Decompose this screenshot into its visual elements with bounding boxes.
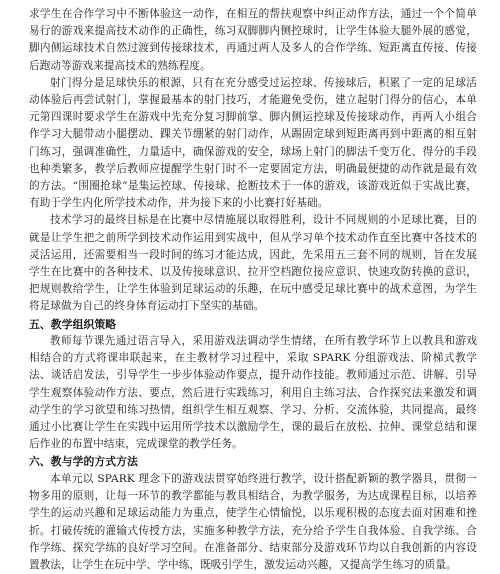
paragraph-teaching-methods: 本单元以 SPARK 理念下的游戏法贯穿始终进行教学，设计搭配新颖的教学器具，贯彻一物多用的原则，让每一环节的教学都能与教具相结合，为教学服务，为达成课程目标，以培养学生的运动兴趣和足球运动能力为重点，使学生心情愉悦，以乐观积极的态度去面对困难和挫折。打破传统的灌输式传授方法，实施多种教学方法，充分给予学生自我体验、自我学练、合作学练、探究学练的良好学习空间。在准备部分、结束部分及游戏环节均以自我创新的内容设置教法，让学生在玩中学、学中练，既吸引学生，激发运动兴趣，又提高学生练习的质量。 <box>29 472 477 571</box>
paragraph-match-application: 技术学习的最终目标是在比赛中尽情施展以取得胜利，设计不同规则的小足球比赛，目的就是让学生把之前所学到技术动作运用到实战中，但从学习单个技术动作直至比赛中各技术的灵活运用，还需要相当一段时间的练习才能达成，因此，先采用五三套不同的规则，旨在发展学生在比赛中的各种技术、以及传接球意识、拉开空档跑位接应意识、快速攻防转换的意识，把规则教给学生，让学生体验到足球运动的乐趣，在玩中感受足球比赛中的战术意图，为学生将足球做为自己的终身体育运动打下坚实的基础。 <box>29 214 477 313</box>
paragraph-teaching-organization: 教师每节课先通过语言导入，采用游戏法调动学生情绪，在所有教学环节上以教具和游戏相结合的方式将课串联起来，在主教材学习过程中，采取 SPARK 分组游戏法、阶梯式教学法、谈话启发法，引导学生一步步体验动作要点，提升动作技能。教师通过示范、讲解、引导学生观察体验动作方法、要点，然后进行实践练习，利用自主练习法、合作探究法来激发和调动学生的学习欲望和练习热情，组织学生相互观察、学习、分析、交流体验，共同提高，最终通过小比赛让学生在实践中运用所学技术以激励学生，课的最后在放松、拉伸、课堂总结和课后作业的布置中结束，完成课堂的教学任务。 <box>29 335 477 451</box>
paragraph-shooting-skills: 射门得分是足球快乐的根源，只有在充分感受过运控球、传接球后，积累了一定的足球活动体验后再尝试射门，掌握最基本的射门技巧，才能避免受伤，建立起射门得分的信心，本单元第四课时要求学生在游戏中先充分复习脚前掌、脚内侧运控球及传接球动作，再两人小组合作学习大腿带动小腿摆动、踝关节绷紧的射门动作，从踢固定球到短距离再到中距离的相互射门练习，强调准确性，力量适中，确保游戏的安全，球场上射门的脚法千变万化、得分的手段也种类繁多，教学后教师应提醒学生射门时不一定要固定方法，明确最便捷的动作就是最有效的方法。“围圈抢球”是集运控球、传接球、抢断技术于一体的游戏，该游戏近似于实战比赛，有助于学生内化所学技术动作，并为接下来的小比赛打好基础。 <box>29 76 477 210</box>
section-heading-teaching-methods: 六、教与学的方式方法 <box>29 455 138 469</box>
document-page <box>29 6 477 574</box>
paragraph-motor-skill-practice: 求学生在合作学习中不断体验这一动作，在相互的帮扶观察中纠正动作方法，通过一个个简单易行的游戏来提高技术动作的正确性，练习双脚脚内侧控球时，让学生体验大腿外展的感觉，脚内侧运球技术自然过渡到传接球技术，再通过两人及多人的合作学练、短距离直传接、传接后跑动等游戏来提高技术的熟练程度。 <box>29 8 477 72</box>
section-heading-teaching-organization: 五、教学组织策略 <box>29 317 117 331</box>
